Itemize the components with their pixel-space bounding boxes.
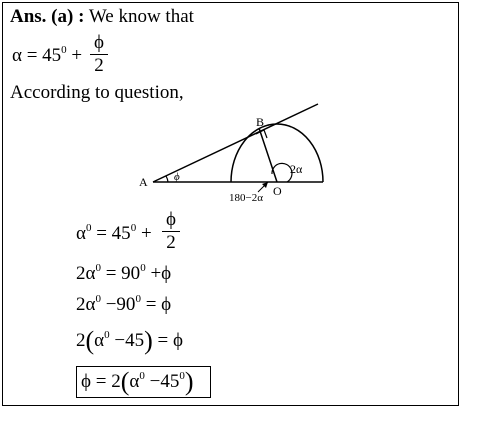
step-3-c: = ϕ [140,294,172,315]
step-5-final-answer [81,367,194,396]
step-4-a: 2 [76,330,86,351]
step-1-denominator: 2 [166,232,176,253]
step-2 [76,263,171,285]
label-a: A [139,175,148,189]
step-3-a: 2α [76,294,96,315]
step-2-a: 2α [76,263,96,284]
step-1-plus: + [136,223,152,244]
radius-ob [259,128,277,182]
label-180-minus-2alpha: 180−2α [229,192,263,204]
step-2-b: = 90 [100,263,141,284]
step-1-numerator: ϕ [165,209,176,230]
step-5-sup2: 0 [179,370,185,382]
label-b: B [256,115,265,129]
angle-a-arc [166,176,168,182]
step-2-sup2: 0 [140,262,146,274]
step-2-c: +ϕ [145,263,172,284]
step-1-sup1: 0 [85,222,92,234]
according-text: According to question, [10,82,184,103]
step-3-sup2: 0 [135,293,141,305]
given-eq-numerator: ϕ [93,32,104,53]
angle-o-arc [272,163,292,182]
given-eq-sup: 0 [61,44,67,56]
step-4-open-paren: ( [85,326,95,355]
step-5-open-paren: ( [120,367,130,396]
step-1-lhs: α [76,223,86,244]
step-5-close-paren: ) [184,367,194,396]
step-4-b: α [94,330,105,351]
label-phi: ϕ [174,171,180,183]
step-1-fraction [162,210,180,253]
step-4-d: = ϕ [152,330,183,351]
step-1-mid: = 45 [91,223,131,244]
intro-text: We know that [88,6,194,27]
step-4-c: −45 [109,330,145,351]
given-eq-plus: + [66,45,83,66]
given-eq-denominator: 2 [94,55,104,76]
step-5-sup1: 0 [139,370,145,382]
step-1 [76,223,152,245]
step-4-sup1: 0 [104,329,110,341]
step-5-c: −45 [144,371,180,392]
step-1-sup2: 0 [130,222,137,234]
answer-label: Ans. (a) : [10,6,85,27]
label-2alpha: 2α [290,162,303,176]
step-4-close-paren: ) [144,326,153,355]
given-eq-lhs: α = 45 [12,45,62,66]
step-2-sup1: 0 [95,262,101,274]
step-5-a: ϕ = 2 [81,371,121,392]
semicircle-arc [231,124,323,182]
step-3-sup1: 0 [95,293,101,305]
step-3-b: −90 [100,294,136,315]
step-3 [76,294,171,316]
step-5-b: α [129,371,140,392]
step-4 [76,326,183,355]
label-o: O [273,184,282,198]
